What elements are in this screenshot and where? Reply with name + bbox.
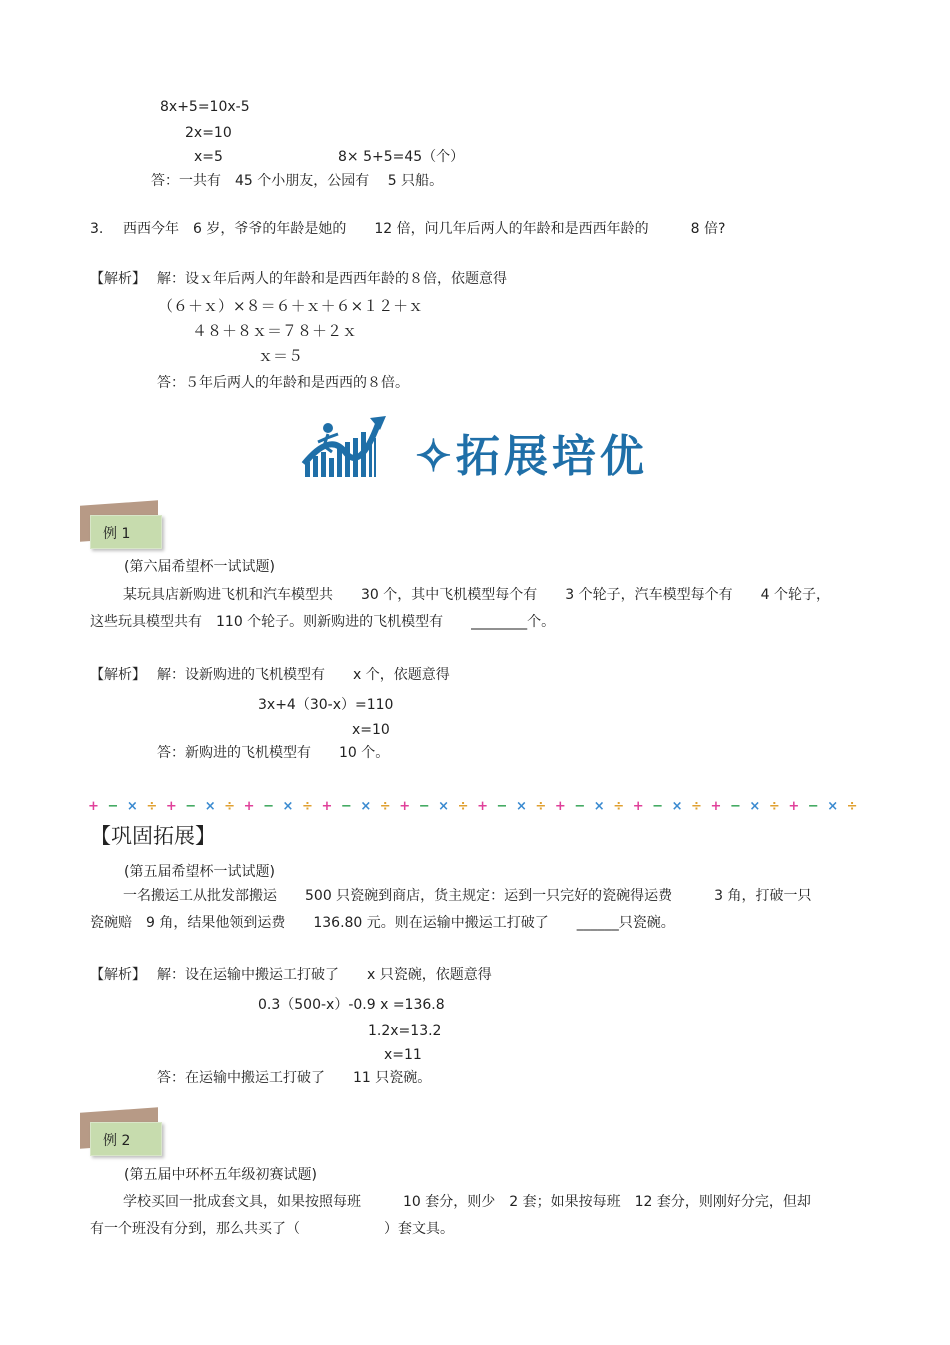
divider-symbol: + [165, 799, 177, 814]
analysis-intro: 解：设在运输中搬运工打破了 x 只瓷碗，依题意得 [157, 967, 492, 983]
divider-symbol: + [243, 799, 255, 814]
divider-symbol: + [788, 799, 800, 814]
divider-symbol: ÷ [535, 799, 547, 814]
source-note: (第五届希望杯一试试题) [124, 864, 275, 880]
divider-symbol: − [340, 799, 352, 814]
divider-symbol: × [282, 799, 294, 814]
equation-line: x=10 [352, 722, 390, 738]
divider-symbol: × [204, 799, 216, 814]
divider-symbol: − [729, 799, 741, 814]
problem-text: 一名搬运工从批发部搬运 500 只瓷碗到商店，货主规定：运到一只完好的瓷碗得运费 3 角，打破一只 [123, 888, 812, 904]
equation-line: 2x=10 [185, 125, 232, 141]
divider-symbol: ÷ [146, 799, 158, 814]
problem-text: 某玩具店新购进飞机和汽车模型共 30 个，其中飞机模型每个有 3 个轮子，汽车模型每个有 4 个轮子， [123, 587, 830, 603]
equation-line: ｘ＝５ [258, 347, 304, 365]
divider-symbol: × [438, 799, 450, 814]
divider-symbol: × [126, 799, 138, 814]
problem-text: 这些玩具模型共有 110 个轮子。则新购进的飞机模型有 ________个。 [90, 614, 556, 630]
divider-symbol: ÷ [224, 799, 236, 814]
divider-symbol: − [574, 799, 586, 814]
problem-text: 有一个班没有分到，那么共买了（ ）套文具。 [90, 1221, 454, 1237]
banner-title: ✧拓展培优 [415, 431, 648, 482]
analysis-tag: 【解析】 [90, 667, 146, 683]
divider-symbol: ÷ [691, 799, 702, 814]
equation-line: 8x+5=10x-5 [160, 99, 250, 115]
problem-text: 西西今年 6 岁，爷爷的年龄是她的 12 倍，问几年后两人的年龄和是西西年龄的 8 倍? [123, 221, 726, 237]
divider-symbol: ÷ [846, 799, 858, 814]
answer-line: 答：５年后两人的年龄和是西西的８倍。 [157, 375, 409, 391]
divider-symbol: × [360, 799, 372, 814]
divider-symbol: + [88, 799, 99, 814]
divider-symbol: + [554, 799, 566, 814]
divider-symbol: ÷ [768, 799, 780, 814]
divider-symbol: × [827, 799, 839, 814]
divider-symbol: × [515, 799, 527, 814]
divider-symbol: − [496, 799, 508, 814]
analysis-intro: 解：设新购进的飞机模型有 x 个，依题意得 [157, 667, 450, 683]
divider-symbol: ÷ [379, 799, 391, 814]
example-badge [80, 1110, 162, 1156]
equation-line: ４８＋８ｘ＝７８＋２ｘ [192, 322, 358, 340]
problem-text: 学校买回一批成套文具，如果按照每班 10 套分，则少 2 套；如果按每班 12 套分，则刚好分完，但却 [123, 1194, 811, 1210]
growth-chart-icon [300, 412, 410, 482]
symbol-divider [88, 798, 858, 816]
divider-symbol: + [399, 799, 411, 814]
divider-symbol: − [652, 799, 664, 814]
equation-line: （６＋ｘ）×８＝６＋ｘ＋６×１２＋ｘ [158, 297, 424, 315]
divider-symbol: + [710, 799, 722, 814]
problem-text: 瓷碗赔 9 角，结果他领到运费 136.80 元。则在运输中搬运工打破了 ______只瓷碗。 [90, 915, 675, 931]
divider-symbol: + [477, 799, 488, 814]
divider-symbol: + [321, 799, 333, 814]
divider-symbol: ÷ [613, 799, 625, 814]
analysis-intro: 解：设ｘ年后两人的年龄和是西西年龄的８倍，依题意得 [157, 271, 507, 287]
divider-symbol: × [671, 799, 683, 814]
example-badge [80, 503, 162, 549]
divider-symbol: × [749, 799, 761, 814]
section-title: 【巩固拓展】 [90, 824, 216, 848]
answer-line: 答：在运输中搬运工打破了 11 只瓷碗。 [157, 1070, 432, 1086]
answer-line: 答：新购进的飞机模型有 10 个。 [157, 745, 390, 761]
equation-line: 3x+4（30-x）=110 [258, 697, 394, 713]
expansion-banner [300, 412, 648, 482]
divider-symbol: − [185, 799, 197, 814]
divider-symbol: − [107, 799, 119, 814]
problem-number: 3. [90, 221, 104, 237]
divider-symbol: + [632, 799, 644, 814]
answer-line: 答：一共有 45 个小朋友，公园有 5 只船。 [151, 173, 444, 189]
example-badge-label: 例 1 [103, 526, 131, 542]
divider-symbol: − [263, 799, 274, 814]
source-note: (第五届中环杯五年级初赛试题) [124, 1167, 317, 1183]
analysis-tag: 【解析】 [90, 967, 146, 983]
example-badge-label: 例 2 [103, 1133, 131, 1149]
divider-symbol: ÷ [457, 799, 469, 814]
divider-symbol: − [807, 799, 819, 814]
equation-line: x=5 [194, 149, 223, 165]
divider-symbol: × [593, 799, 605, 814]
equation-line: x=11 [384, 1047, 422, 1063]
divider-symbol: ÷ [301, 799, 313, 814]
equation-line: 1.2x=13.2 [368, 1023, 442, 1039]
equation-line: 0.3（500-x）-0.9 x =136.8 [258, 997, 445, 1013]
equation-line: 8× 5+5=45（个） [338, 149, 465, 165]
divider-symbol: − [418, 799, 430, 814]
source-note: (第六届希望杯一试试题) [124, 559, 275, 575]
analysis-tag: 【解析】 [90, 271, 146, 287]
